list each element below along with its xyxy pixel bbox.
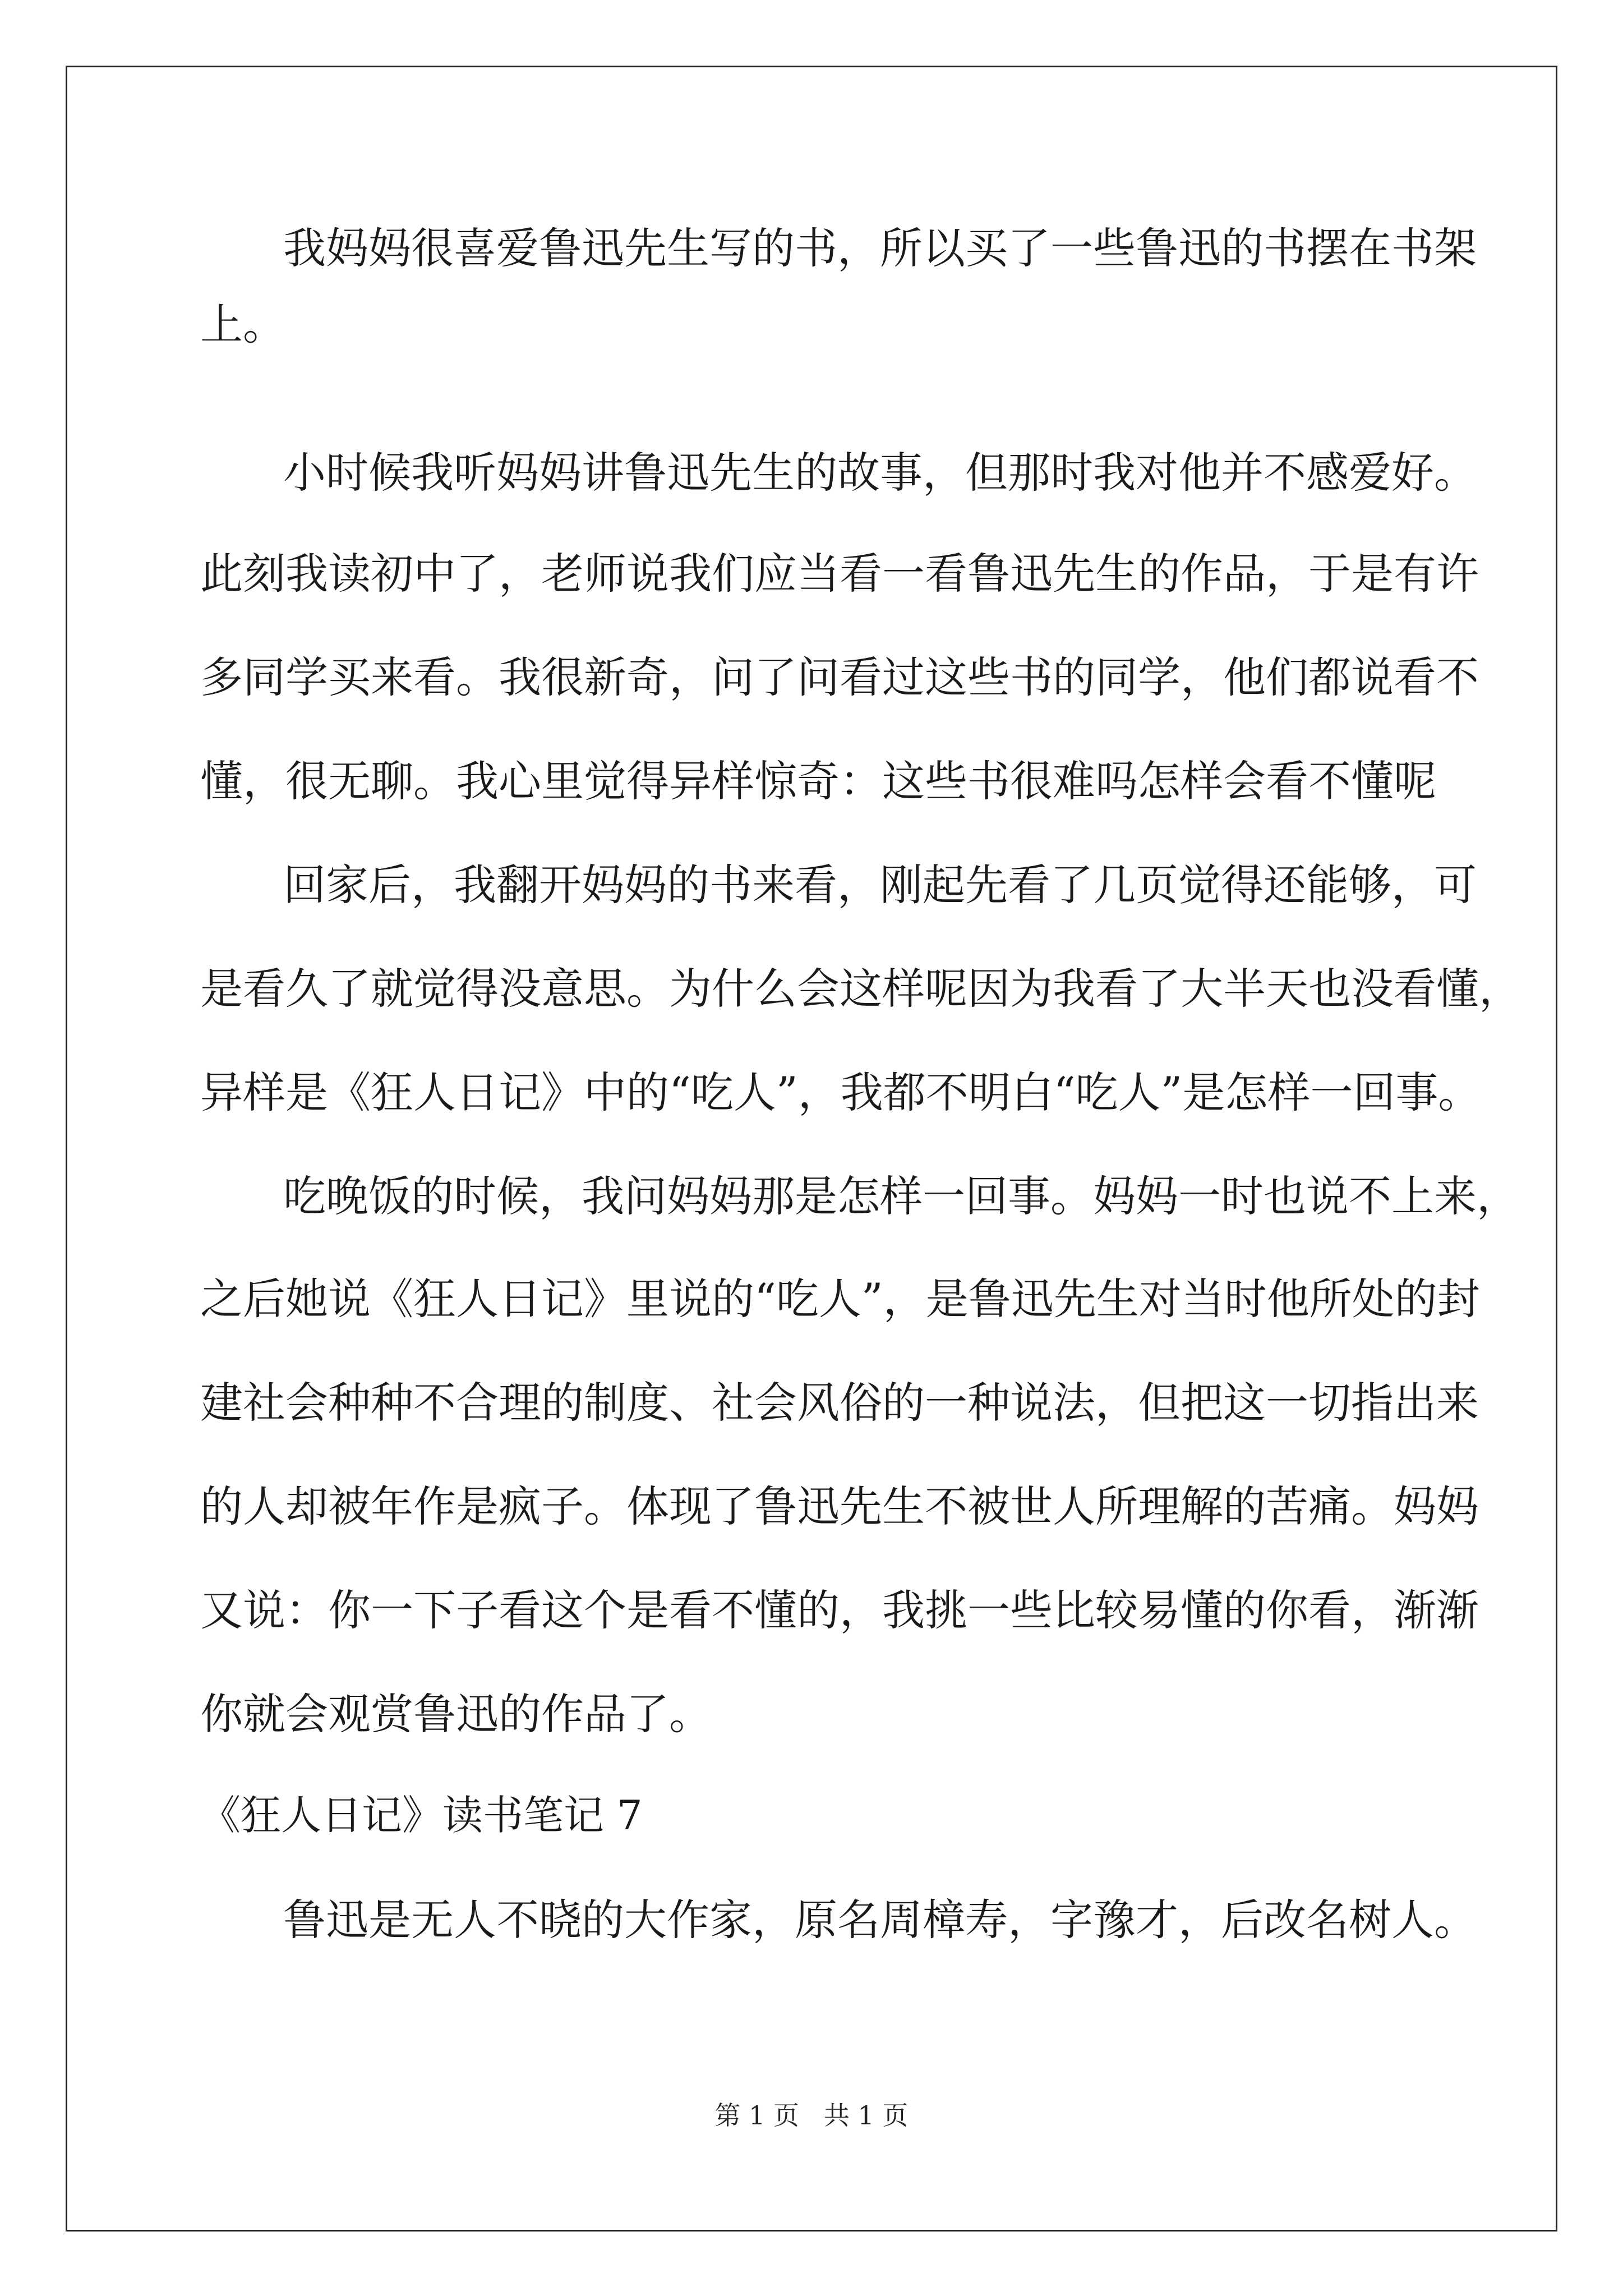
text-line: 又说：你一下子看这个是看不懂的，我挑一些比较易懂的你看，渐渐 xyxy=(200,1585,1479,1635)
text-line: 之后她说《狂人日记》里说的“吃人”，是鲁迅先生对当时他所处的封 xyxy=(200,1274,1480,1324)
text-line: 上。 xyxy=(200,300,285,349)
text-line: 异样是《狂人日记》中的“吃人”，我都不明白“吃人”是怎样一回事。 xyxy=(200,1068,1481,1117)
text-line: 回家后，我翻开妈妈的书来看，刚起先看了几页觉得还能够，可 xyxy=(283,860,1477,910)
text-line: 建社会种种不合理的制度、社会风俗的一种说法，但把这一切指出来 xyxy=(200,1378,1479,1428)
text-line: 吃晚饭的时候，我问妈妈那是怎样一回事。妈妈一时也说不上来， xyxy=(283,1171,1519,1221)
text-line: 懂，很无聊。我心里觉得异样惊奇：这些书很难吗怎样会看不懂呢 xyxy=(200,756,1436,806)
text-line: 的人却被年作是疯子。体现了鲁迅先生不被世人所理解的苦痛。妈妈 xyxy=(200,1481,1479,1531)
text-line: 我妈妈很喜爱鲁迅先生写的书，所以买了一些鲁迅的书摆在书架 xyxy=(283,223,1477,273)
text-line: 鲁迅是无人不晓的大作家，原名周樟寿，字豫才，后改名树人。 xyxy=(283,1895,1477,1945)
section-heading: 《狂人日记》读书笔记 7 xyxy=(200,1792,643,1839)
page-number-footer: 第 1 页 共 1 页 xyxy=(714,2100,909,2131)
text-line: 小时候我听妈妈讲鲁迅先生的故事，但那时我对他并不感爱好。 xyxy=(283,448,1477,498)
text-line: 是看久了就觉得没意思。为什么会这样呢因为我看了大半天也没看懂， xyxy=(200,964,1521,1014)
text-line: 此刻我读初中了，老师说我们应当看一看鲁迅先生的作品，于是有许 xyxy=(200,549,1479,599)
text-line: 你就会观赏鲁迅的作品了。 xyxy=(200,1689,712,1739)
text-line: 多同学买来看。我很新奇，问了问看过这些书的同学，他们都说看不 xyxy=(200,652,1479,702)
